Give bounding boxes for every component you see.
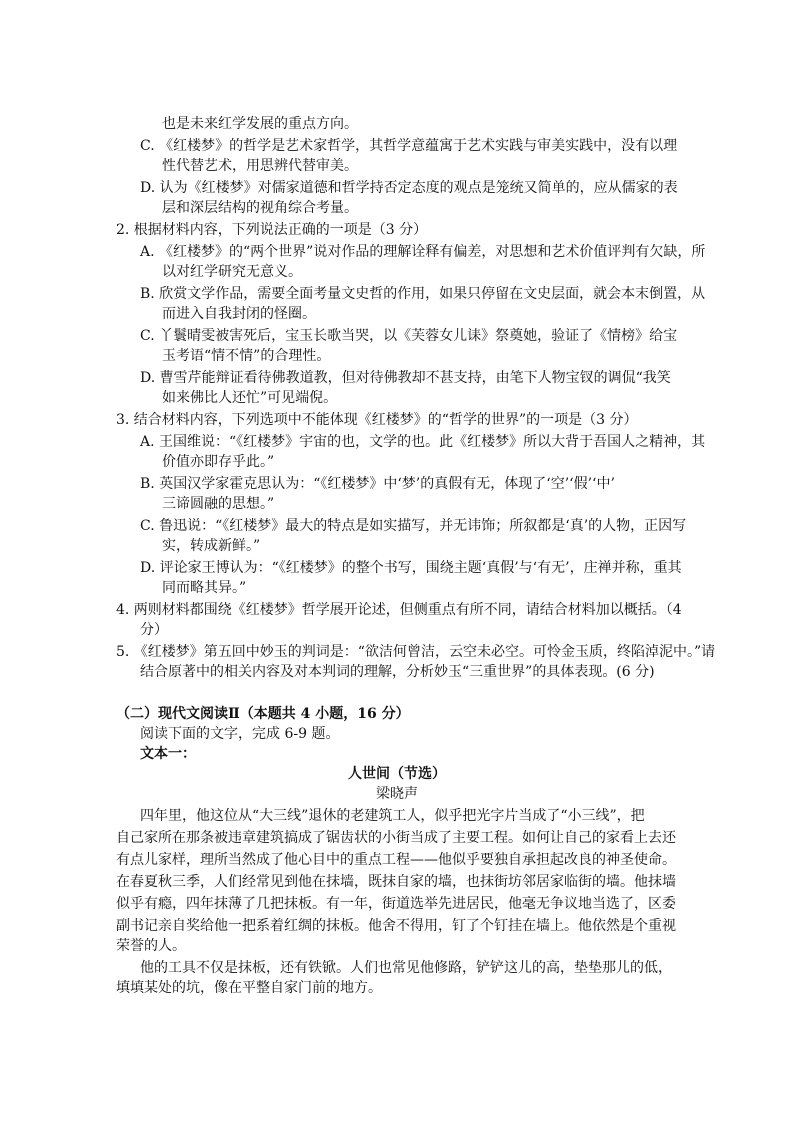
- q2-option-d-line1: D. 曹雪芹能辩证看待佛教道教，但对待佛教却不甚支持，由笔下人物宝钗的调侃“我笑: [140, 370, 671, 386]
- q1-option-c-line1: C. 《红楼梦》的哲学是艺术家哲学，其哲学意蕴寓于艺术实践与审美实践中，没有以理: [140, 138, 678, 154]
- q1-option-b-continuation: 也是未来红学发展的重点方向。: [162, 116, 358, 132]
- paragraph1-line: 四年里，他这位从“大三线”退休的老建筑工人，似乎把光字片当成了“小三线”，把: [140, 808, 645, 824]
- q4-line1: 4. 两则材料都围绕《红楼梦》哲学展开论述，但侧重点有所不同，请结合材料加以概括。（4: [116, 602, 682, 618]
- paragraph1-line: 副书记亲自奖给他一把系着红绸的抹板。他舍不得用，钉了个钉挂在墙上。他依然是个重视: [116, 918, 676, 934]
- q3-option-b-line2: 三谛圆融的思想。”: [162, 496, 275, 512]
- section-instruction: 阅读下面的文字，完成 6-9 题。: [140, 726, 340, 742]
- q3-option-c-line2: 实，转成新鲜。”: [162, 538, 261, 554]
- q3-option-d-line2: 同而略其异。”: [162, 580, 247, 596]
- q2-option-c-line2: 玉考语“情不情”的合理性。: [162, 348, 331, 364]
- paragraph1-line: 荣誉的人。: [116, 938, 186, 954]
- section-heading: （二）现代文阅读Ⅱ（本题共 4 小题，16 分）: [116, 706, 410, 722]
- paragraph1-line: 自己家所在那条被违章建筑搞成了锯齿状的小街当成了主要工程。如何让自己的家看上去还: [116, 830, 676, 846]
- q3-stem: 3. 结合材料内容，下列选项中不能体现《红楼梦》的“哲学的世界”的一项是（3 分）: [116, 412, 638, 428]
- paragraph1-line: 有点儿家样，理所当然成了他心目中的重点工程——他似乎要独自承担起改良的神圣使命。: [116, 852, 676, 868]
- q3-option-d-line1: D. 评论家王博认为：“《红楼梦》的整个书写，围绕主题‘真假’与‘有无’，庄禅并称，重其: [140, 560, 682, 576]
- paragraph1-line: 似乎有瘾，四年抹薄了几把抹板。有一年，街道选举先进居民，他毫无争议地当选了，区委: [116, 896, 676, 912]
- q5-line1: 5. 《红楼梦》第五回中妙玉的判词是：“欲洁何曾洁，云空未必空。可怜金玉质，终陷淖泥中。”请: [116, 644, 716, 660]
- paragraph2-line: 填填某处的坑，像在平整自家门前的地方。: [116, 980, 382, 996]
- q2-option-d-line2: 如来佛比人还忙”可见端倪。: [162, 390, 338, 406]
- q2-option-a-line2: 以对红学研究无意义。: [162, 264, 302, 280]
- q2-option-a-line1: A. 《红楼梦》的“两个世界”说对作品的理解诠释有偏差，对思想和艺术价值评判有欠缺，所: [140, 244, 706, 260]
- passage-title: 人世间（节选）: [348, 766, 446, 782]
- q1-option-c-line2: 性代替艺术，用思辨代替审美。: [162, 158, 358, 174]
- passage-author: 梁晓声: [376, 786, 418, 802]
- paragraph2-line: 他的工具不仅是抹板，还有铁锨。人们也常见他修路，铲铲这儿的高，垫垫那儿的低，: [140, 960, 672, 976]
- q1-option-d-line2: 层和深层结构的视角综合考量。: [162, 200, 358, 216]
- q3-option-a-line1: A. 王国维说：“《红楼梦》宇宙的也，文学的也。此《红楼梦》所以大背于吾国人之精神，其: [140, 434, 706, 450]
- q2-stem: 2. 根据材料内容，下列说法正确的一项是（3 分）: [116, 222, 428, 238]
- paragraph1-line: 在春夏秋三季，人们经常见到他在抹墙，既抹自家的墙，也抹街坊邻居家临街的墙。他抹墙: [116, 874, 676, 890]
- q3-option-a-line2: 价值亦即存乎此。”: [162, 454, 275, 470]
- q3-option-c-line1: C. 鲁迅说：“《红楼梦》最大的特点是如实描写，并无讳饰；所叙都是‘真’的人物，正因写: [140, 518, 687, 534]
- q2-option-b-line2: 而进入自我封闭的怪圈。: [162, 306, 316, 322]
- q2-option-b-line1: B. 欣赏文学作品，需要全面考量文史哲的作用，如果只停留在文史层面，就会本末倒置，从: [140, 286, 706, 302]
- q1-option-d-line1: D. 认为《红楼梦》对儒家道德和哲学持否定态度的观点是笼统又简单的，应从儒家的表: [140, 180, 678, 196]
- q4-line2: 分）: [140, 622, 168, 638]
- text-label: 文本一：: [140, 746, 196, 762]
- q2-option-c-line1: C. 丫鬟晴雯被害死后，宝玉长歌当哭，以《芙蓉女儿诔》祭奠她，验证了《情榜》给宝: [140, 328, 678, 344]
- q5-line2: 结合原著中的相关内容及对本判词的理解，分析妙玉“三重世界”的具体表现。(6 分): [140, 664, 655, 680]
- q3-option-b-line1: B. 英国汉学家霍克思认为：“《红楼梦》中‘梦’的真假有无，体现了‘空’‘假’‘中’: [140, 476, 615, 492]
